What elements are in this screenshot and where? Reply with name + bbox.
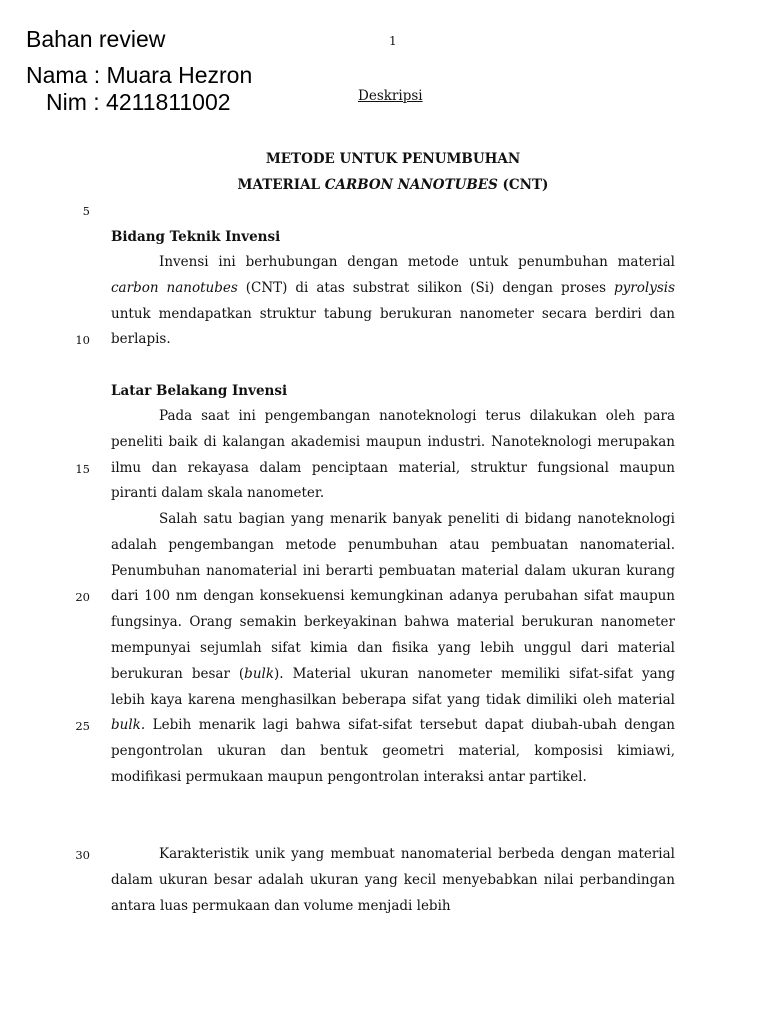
line-number: 15 <box>75 462 90 476</box>
title-italic: CARBON NANOTUBES <box>324 177 498 193</box>
text-run: Lebih menarik lagi bahwa sifat-sifat tersebut dapat diubah-ubah dengan pengontrolan ukuran dan bentuk geometri material, komposisi kimiawi, modifikasi permukaan maupun pengontrolan interaksi antar partikel. <box>111 717 675 785</box>
text-run-italic: bulk. <box>111 717 146 734</box>
handwritten-note-nim: Nim : 4211811002 <box>46 89 231 115</box>
page-number: 1 <box>389 34 397 48</box>
document-title-line-1: METODE UNTUK PENUMBUHAN <box>265 151 521 167</box>
document-title-line-2 <box>110 177 676 193</box>
line-number: 5 <box>82 204 90 218</box>
text-run: untuk mendapatkan struktur tabung berukuran nanometer secara berdiri dan berlapis. <box>111 305 675 348</box>
text-run-italic: bulk <box>244 665 275 682</box>
text-run-italic: pyrolysis <box>614 279 675 296</box>
handwritten-note-name: Nama : Muara Hezron <box>26 62 253 88</box>
paragraph-background-3: Karakteristik unik yang membuat nanomaterial berbeda dengan material dalam ukuran besar adalah ukuran yang kecil menyebabkan nilai perbandingan antara luas permukaan dan volume menjadi lebih <box>111 846 675 914</box>
section-label: Deskripsi <box>358 88 423 104</box>
line-number: 30 <box>75 848 90 862</box>
text-run-italic: carbon nanotubes <box>111 279 238 296</box>
heading-field-of-invention: Bidang Teknik Invensi <box>111 229 281 245</box>
paragraph-background-1: Pada saat ini pengembangan nanoteknologi terus dilakukan oleh para peneliti baik di kalangan akademisi maupun industri. Nanoteknologi merupakan ilmu dan rekayasa dalam penciptaan material, struktur fungsional maupun piranti dalam skala nanometer. <box>111 408 675 502</box>
text-run: Invensi ini berhubungan dengan metode untuk penumbuhan material <box>159 254 675 270</box>
text-run: (CNT) di atas substrat silikon (Si) dengan proses <box>237 279 615 296</box>
heading-background: Latar Belakang Invensi <box>111 383 288 399</box>
paragraph-field <box>111 250 675 353</box>
line-number: 10 <box>75 333 90 347</box>
paragraph-background-2 <box>111 507 675 791</box>
text-run: Salah satu bagian yang menarik banyak peneliti di bidang nanoteknologi adalah pengembangan metode penumbuhan atau pembuatan nanomaterial. Penumbuhan nanomaterial ini berarti pembuatan material dalam ukuran kurang dari 100 nm dengan konsekuensi kemungkinan adanya perubahan sifat maupun fungsinya. Orang semakin berkeyakinan bahwa material berukuran nanometer mempunyai sejumlah sifat kimia dan fisika yang lebih unggul dari material berukuran besar ( <box>111 511 675 682</box>
title-suffix: (CNT) <box>497 177 549 193</box>
text-run: ). Material ukuran nanometer memiliki sifat-sifat yang lebih kaya karena menghasilkan beberapa sifat yang tidak dimiliki oleh material <box>111 665 675 708</box>
line-number: 20 <box>75 590 90 604</box>
title-prefix: MATERIAL <box>237 177 325 193</box>
handwritten-note-review: Bahan review <box>26 26 166 52</box>
line-number: 25 <box>75 719 90 733</box>
